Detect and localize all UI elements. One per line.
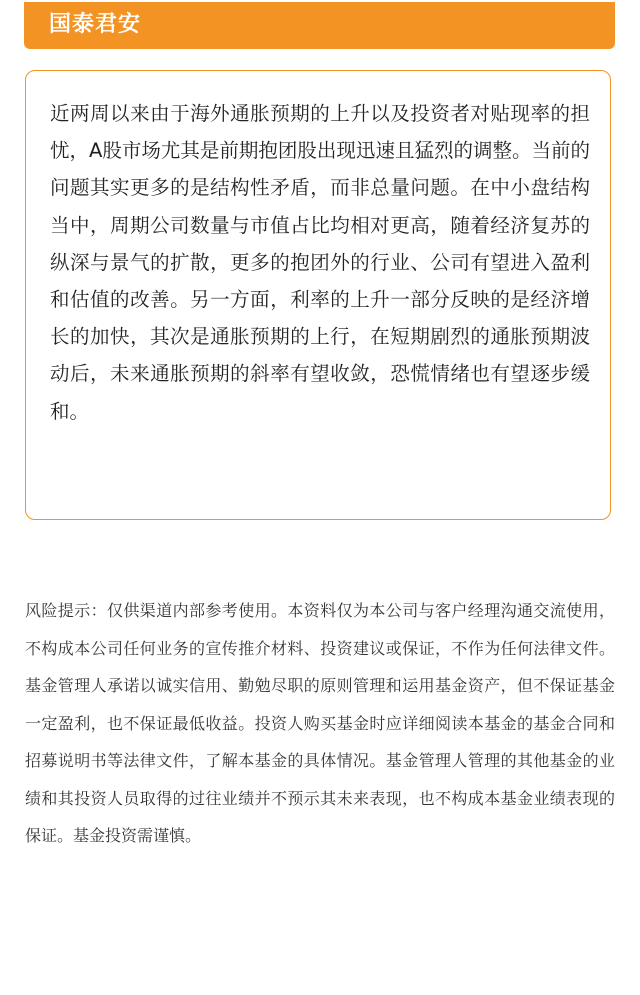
risk-disclaimer-text: 风险提示：仅供渠道内部参考使用。本资料仅为本公司与客户经理沟通交流使用，不构成本公司任何业务的宣传推介材料、投资建议或保证，不作为任何法律文件。基金管理人承诺以诚实信用、勤勉尽职的原则管理和运用基金资产，但不保证基金一定盈利，也不保证最低收益。投资人购买基金时应详细阅读本基金的基金合同和招募说明书等法律文件，了解本基金的具体情况。基金管理人管理的其他基金的业绩和其投资人员取得的过往业绩并不预示其未来表现，也不构成本基金业绩表现的保证。基金投资需谨慎。 bbox=[25, 601, 615, 845]
market-commentary-text: 近两周以来由于海外通胀预期的上升以及投资者对贴现率的担忧，A股市场尤其是前期抱团股出现迅速且猛烈的调整。当前的问题其实更多的是结构性矛盾，而非总量问题。在中小盘结构当中，周期公司数量与市值占比均相对更高，随着经济复苏的纵深与景气的扩散，更多的抱团外的行业、公司有望进入盈利和估值的改善。另一方面，利率的上升一部分反映的是经济增长的加快，其次是通胀预期的上行，在短期剧烈的通胀预期波动后，未来通胀预期的斜率有望收敛，恐慌情绪也有望逐步缓和。 bbox=[50, 102, 590, 423]
market-commentary-box bbox=[25, 70, 611, 520]
section-header-bar bbox=[24, 2, 615, 49]
section-title: 国泰君安 bbox=[49, 12, 142, 37]
